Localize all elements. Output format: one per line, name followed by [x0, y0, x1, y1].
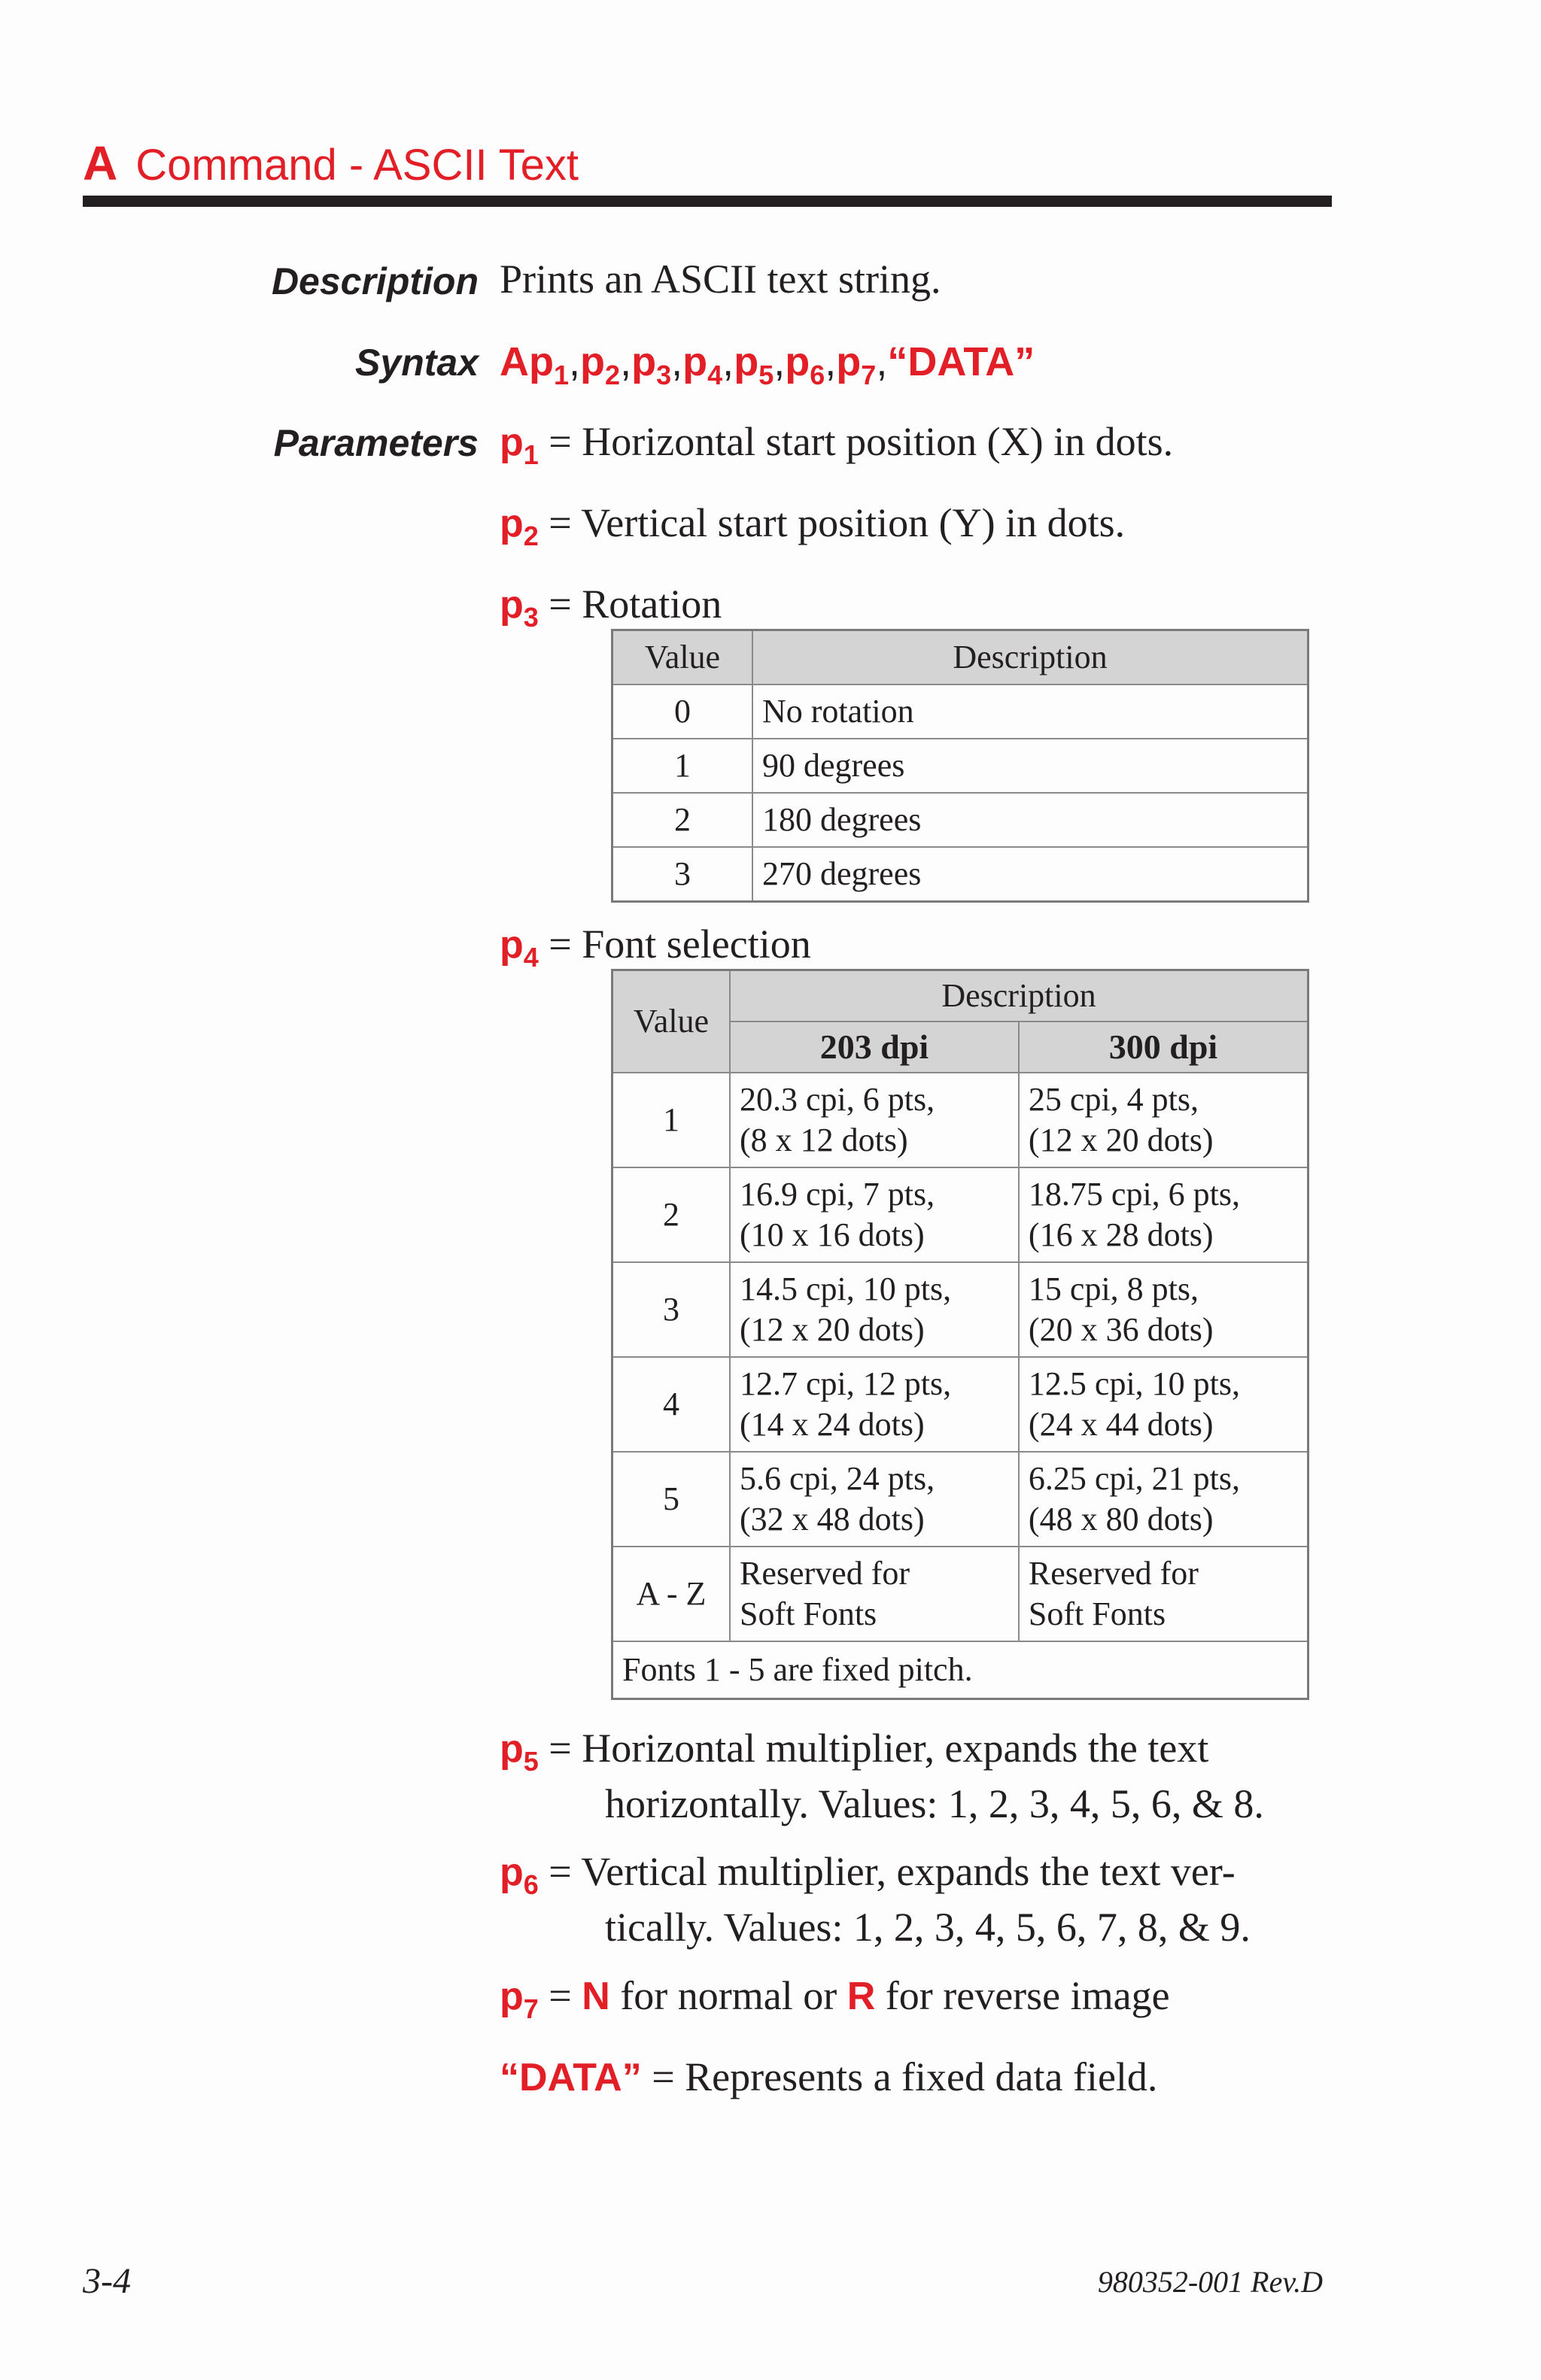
table-cell: 3	[612, 1262, 731, 1357]
syntax-param-sub: 1	[554, 360, 570, 390]
syntax-command: A	[500, 339, 529, 384]
syntax-param: p	[734, 339, 759, 384]
param-text: = Vertical multiplier, expands the text ver-	[549, 1849, 1236, 1894]
normal-flag: N	[582, 1975, 610, 2018]
page-number: 3-4	[83, 2261, 131, 2301]
description-label: Description	[271, 260, 479, 302]
table-cell: Reserved for Soft Fonts	[1019, 1547, 1308, 1641]
table-row	[612, 1262, 1308, 1357]
param-name: $p_1$	[500, 420, 539, 470]
param-name: $p_5$	[500, 1727, 539, 1777]
param-text: = Horizontal multiplier, expands the text	[549, 1726, 1209, 1771]
syntax-label: Syntax	[355, 342, 479, 384]
table-header-row	[612, 630, 1308, 685]
table-row	[612, 847, 1308, 902]
rotation-table	[611, 629, 1309, 903]
table-cell: 18.75 cpi, 6 pts, (16 x 28 dots)	[1019, 1167, 1308, 1262]
table-cell: 4	[612, 1357, 731, 1452]
table-header-row	[612, 970, 1308, 1022]
param-p6	[500, 1850, 1251, 1948]
syntax-param: p	[836, 339, 862, 384]
table-row	[612, 793, 1308, 847]
param-name: $p_3$	[500, 583, 539, 633]
table-row	[612, 1452, 1308, 1547]
table-cell: 5	[612, 1452, 731, 1547]
column-header: Value	[612, 630, 753, 685]
table-cell: 25 cpi, 4 pts, (12 x 20 dots)	[1019, 1073, 1308, 1167]
syntax-param-sub: 6	[810, 360, 825, 390]
column-header: 203 dpi	[730, 1022, 1019, 1073]
column-header: Value	[612, 970, 731, 1073]
param-p3	[500, 581, 722, 633]
param-name: $p_4$	[500, 923, 539, 973]
table-cell: Reserved for Soft Fonts	[730, 1547, 1019, 1641]
table-note: Fonts 1 - 5 are fixed pitch.	[612, 1641, 1308, 1699]
column-header: Description	[752, 630, 1308, 685]
param-text: for reverse image	[885, 1973, 1170, 2018]
syntax-comma: ,	[876, 339, 888, 384]
param-equals: =	[549, 1973, 572, 2018]
syntax-comma: ,	[722, 339, 734, 384]
command-letter: A	[83, 136, 118, 190]
table-cell: 90 degrees	[752, 739, 1308, 793]
param-p1	[500, 418, 1173, 471]
param-text: = Font selection	[549, 921, 811, 967]
table-row	[612, 1073, 1308, 1167]
syntax-param: p	[785, 339, 810, 384]
param-text: = Horizontal start position (X) in dots.	[549, 419, 1174, 464]
table-cell: No rotation	[752, 685, 1308, 739]
table-cell: 3	[612, 847, 753, 902]
table-cell: 15 cpi, 8 pts, (20 x 36 dots)	[1019, 1262, 1308, 1357]
syntax-param-sub: 4	[707, 360, 723, 390]
table-cell: 1	[612, 739, 753, 793]
syntax-param: p	[529, 339, 554, 384]
syntax-data: “DATA”	[887, 339, 1035, 384]
param-text-continued: tically. Values: 1, 2, 3, 4, 5, 6, 7, 8, & 9.	[605, 1905, 1251, 1950]
syntax-param: p	[580, 339, 606, 384]
table-cell: 180 degrees	[752, 793, 1308, 847]
table-cell: 6.25 cpi, 21 pts, (48 x 80 dots)	[1019, 1452, 1308, 1547]
table-cell: 5.6 cpi, 24 pts, (32 x 48 dots)	[730, 1452, 1019, 1547]
column-header: 300 dpi	[1019, 1022, 1308, 1073]
header-rule	[83, 196, 1332, 207]
description-text: Prints an ASCII text string.	[500, 257, 941, 302]
param-name: $p_6$	[500, 1850, 539, 1900]
param-text-continued: horizontally. Values: 1, 2, 3, 4, 5, 6, & 8.	[605, 1781, 1264, 1826]
param-name: $p_2$	[500, 502, 539, 551]
table-cell: 20.3 cpi, 6 pts, (8 x 12 dots)	[730, 1073, 1019, 1167]
syntax-param-sub: 2	[605, 360, 621, 390]
syntax-comma: ,	[774, 339, 786, 384]
syntax-param-sub: 7	[861, 360, 877, 390]
table-note-row	[612, 1641, 1308, 1699]
syntax-param-sub: 3	[656, 360, 672, 390]
syntax-comma: ,	[620, 339, 632, 384]
syntax-comma: ,	[671, 339, 683, 384]
column-header: Description	[730, 970, 1308, 1022]
font-table	[611, 969, 1309, 1700]
table-cell: A - Z	[612, 1547, 731, 1641]
table-cell: 270 degrees	[752, 847, 1308, 902]
table-row	[612, 685, 1308, 739]
reverse-flag: R	[846, 1975, 876, 2018]
table-row	[612, 1167, 1308, 1262]
param-p4	[500, 921, 811, 973]
document-number: 980352-001 Rev.D	[1097, 2265, 1323, 2299]
syntax-comma: ,	[569, 339, 581, 384]
parameters-label: Parameters	[273, 422, 479, 464]
param-text: = Vertical start position (Y) in dots.	[549, 500, 1126, 545]
table-row	[612, 1357, 1308, 1452]
table-cell: 12.5 cpi, 10 pts, (24 x 44 dots)	[1019, 1357, 1308, 1452]
table-cell: 0	[612, 685, 753, 739]
table-cell: 2	[612, 793, 753, 847]
command-title: Command - ASCII Text	[135, 141, 579, 190]
param-data	[500, 2054, 1157, 2100]
page-title	[83, 135, 579, 191]
syntax-param-sub: 5	[758, 360, 774, 390]
param-p2	[500, 499, 1125, 552]
param-text: for normal or	[620, 1973, 837, 2018]
param-name: “DATA”	[500, 2056, 642, 2099]
table-row	[612, 739, 1308, 793]
param-p7	[500, 1972, 1170, 2025]
param-text: = Rotation	[549, 581, 722, 627]
syntax-param: p	[682, 339, 708, 384]
syntax-string	[500, 338, 1035, 391]
table-cell: 16.9 cpi, 7 pts, (10 x 16 dots)	[730, 1167, 1019, 1262]
param-name: $p_7$	[500, 1975, 539, 2024]
table-cell: 14.5 cpi, 10 pts, (12 x 20 dots)	[730, 1262, 1019, 1357]
table-row	[612, 1547, 1308, 1641]
table-cell: 2	[612, 1167, 731, 1262]
param-text: = Represents a fixed data field.	[652, 2054, 1158, 2099]
param-p5	[500, 1727, 1264, 1825]
syntax-param: p	[631, 339, 657, 384]
table-cell: 12.7 cpi, 12 pts, (14 x 24 dots)	[730, 1357, 1019, 1452]
syntax-comma: ,	[825, 339, 837, 384]
table-cell: 1	[612, 1073, 731, 1167]
